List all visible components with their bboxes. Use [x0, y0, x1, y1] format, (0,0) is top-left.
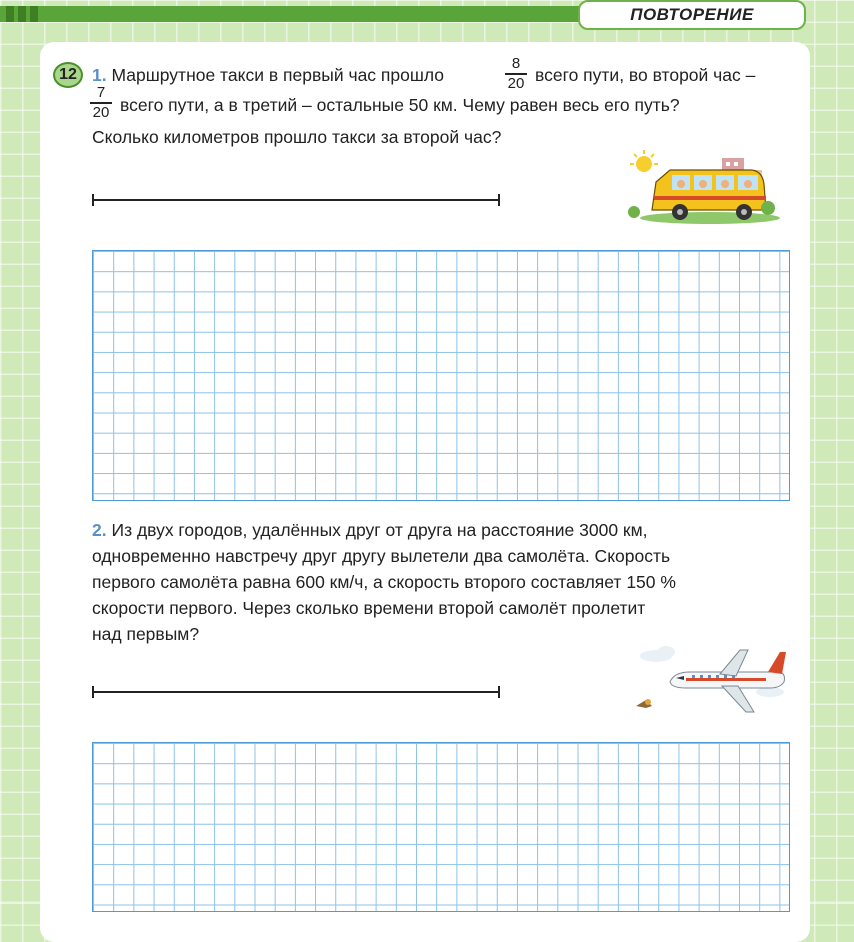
problem2-line1: [92, 517, 647, 543]
problem1-line1-end: всего пути, во второй час –: [535, 65, 756, 85]
section-label: ПОВТОРЕНИЕ: [578, 0, 806, 30]
answer-line-1: [92, 199, 500, 201]
taxi-illustration: [620, 148, 780, 230]
problem1-line1: [92, 62, 444, 88]
problem2-number: 2.: [92, 520, 107, 540]
answer-grid-2[interactable]: [92, 742, 790, 912]
problem1-line2: всего пути, а в третий – остальные 50 км. Чему равен весь его путь?: [120, 95, 680, 115]
fraction-numerator: 8: [511, 55, 521, 72]
answer-line-2: [92, 691, 500, 693]
top-decor-dots: [6, 6, 38, 22]
problem1-line3: Сколько километров прошло такси за второй час?: [92, 127, 502, 147]
fraction-numerator: 7: [96, 84, 106, 101]
answer-grid-1[interactable]: [92, 250, 790, 501]
fraction-7-20: [90, 85, 112, 121]
problem2-line4: скорости первого. Через сколько времени второй самолёт пролетит: [92, 598, 646, 618]
problem1-line1-start: Маршрутное такси в первый час прошло: [111, 65, 445, 85]
fraction-denominator: 20: [92, 103, 110, 121]
problem2-line3: первого самолёта равна 600 км/ч, а скорость второго составляет 150 %: [92, 572, 676, 592]
problem2-line2: одновременно навстречу друг другу вылетели два самолёта. Скорость: [92, 546, 671, 566]
fraction-denominator: 20: [507, 74, 525, 92]
airplane-illustration: [630, 640, 790, 720]
task-number-badge: 12: [53, 62, 83, 88]
problem2-line1-text: Из двух городов, удалённых друг от друга на расстояние 3000 км,: [111, 520, 648, 540]
problem1-number: 1.: [92, 65, 107, 85]
top-decor-bar: [0, 6, 600, 22]
fraction-8-20: [505, 56, 527, 92]
problem2-line5: над первым?: [92, 624, 200, 644]
